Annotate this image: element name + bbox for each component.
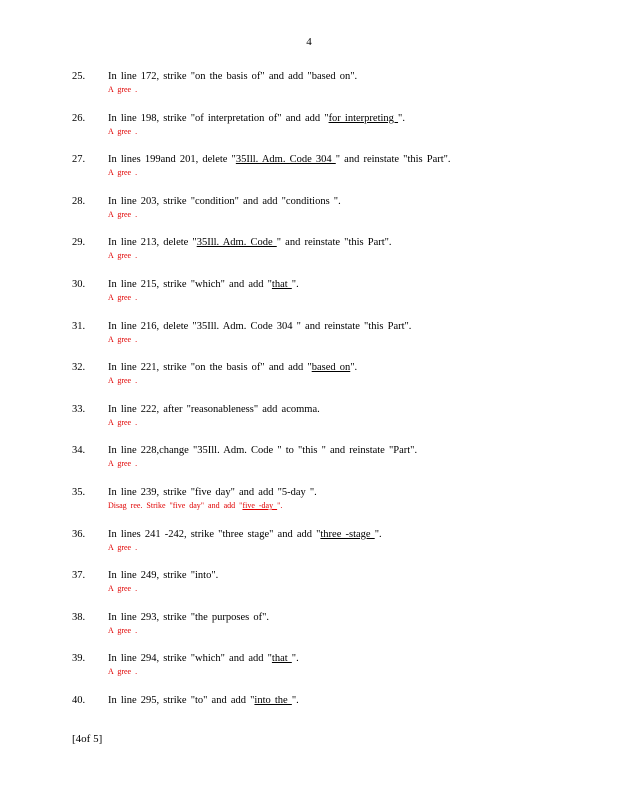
instruction-before: In lines 241 -242, strike "three stage" and add " <box>108 528 321 540</box>
response-before: A gree . <box>108 251 138 261</box>
instruction-underlined-text: that <box>271 653 292 665</box>
instruction-before: In line 222, after "reasonableness" add acomma. <box>108 403 320 415</box>
response-before: A gree . <box>108 85 138 94</box>
item-number: 33. <box>72 403 86 415</box>
item-number: 30. <box>72 278 86 290</box>
response-before: A gree . <box>108 417 138 427</box>
item-number: 27. <box>72 154 86 166</box>
amendment-list <box>0 70 618 736</box>
instruction-text <box>108 694 299 708</box>
instruction-after: " and reinstate "this Part". <box>276 237 392 249</box>
instruction-text <box>108 320 411 334</box>
page-footer: [4of 5] <box>72 733 103 745</box>
response-underlined-text: five -day <box>242 500 278 510</box>
instruction-before: In line 172, strike "on the basis of" and add "based on". <box>108 71 358 82</box>
instruction-text <box>108 569 218 583</box>
item-number: 40. <box>72 694 86 706</box>
response-text <box>108 167 137 179</box>
instruction-before: In line 216, delete "35Ill. Adm. Code 304 " and reinstate "this Part". <box>108 320 412 332</box>
instruction-before: In line 213, delete " <box>108 237 197 249</box>
amendment-item <box>0 153 618 195</box>
response-text <box>108 375 137 387</box>
response-before: A gree . <box>108 209 138 219</box>
item-number: 28. <box>72 195 86 207</box>
instruction-before: In line 215, strike "which" and add " <box>108 278 272 290</box>
response-before: A gree . <box>108 168 138 178</box>
response-before: Disag ree. Strike "five day" and add " <box>108 500 243 510</box>
page-number: 4 <box>306 36 312 48</box>
response-text <box>108 500 282 512</box>
instruction-after: ". <box>350 362 358 374</box>
item-number: 26. <box>72 112 86 124</box>
response-text <box>108 417 137 429</box>
amendment-item <box>0 236 618 278</box>
amendment-item <box>0 70 618 112</box>
instruction-underlined-text: for interpreting <box>328 112 399 124</box>
instruction-underlined-text: 35Ill. Adm. Code 304 <box>235 154 336 166</box>
instruction-underlined-text: three -stage <box>320 528 375 540</box>
response-before: A gree . <box>108 292 138 302</box>
response-before: A gree . <box>108 625 138 635</box>
instruction-before: In line 293, strike "the purposes of". <box>108 611 270 623</box>
response-text <box>108 458 137 470</box>
instruction-text <box>108 70 357 84</box>
item-number: 37. <box>72 570 86 582</box>
response-text <box>108 542 137 554</box>
instruction-underlined-text: based on <box>311 362 351 374</box>
instruction-text <box>108 361 357 375</box>
item-number: 35. <box>72 486 86 498</box>
amendment-item <box>0 611 618 653</box>
item-number: 39. <box>72 653 86 665</box>
item-number: 32. <box>72 362 86 374</box>
amendment-item <box>0 652 618 694</box>
instruction-before: In line 294, strike "which" and add " <box>108 653 272 665</box>
response-before: A gree . <box>108 376 138 386</box>
instruction-before: In line 228,change "35Ill. Adm. Code " to "this " and reinstate "Part". <box>108 445 418 457</box>
instruction-before: In line 221, strike "on the basis of" and add " <box>108 362 312 374</box>
amendment-item <box>0 569 618 611</box>
amendment-item <box>0 486 618 528</box>
instruction-text <box>108 278 299 292</box>
instruction-underlined-text: 35Ill. Adm. Code <box>196 237 277 249</box>
amendment-item <box>0 320 618 362</box>
instruction-before: In line 249, strike "into". <box>108 570 219 582</box>
instruction-after: ". <box>374 528 382 540</box>
instruction-text <box>108 486 317 500</box>
instruction-after: ". <box>291 653 299 665</box>
amendment-item <box>0 195 618 237</box>
response-text <box>108 583 137 595</box>
amendment-item <box>0 444 618 486</box>
item-number: 25. <box>72 71 86 82</box>
response-text <box>108 334 137 346</box>
instruction-after: " and reinstate "this Part". <box>335 154 451 166</box>
amendment-item <box>0 694 618 736</box>
amendment-item <box>0 403 618 445</box>
instruction-before: In line 198, strike "of interpretation of" and add " <box>108 112 329 124</box>
response-before: A gree . <box>108 667 138 677</box>
instruction-after: ". <box>291 278 299 290</box>
instruction-text <box>108 195 341 209</box>
instruction-text <box>108 528 382 542</box>
response-before: A gree . <box>108 584 138 594</box>
instruction-text <box>108 153 451 167</box>
item-number: 31. <box>72 320 86 332</box>
instruction-before: In line 295, strike "to" and add " <box>108 694 255 706</box>
instruction-text <box>108 403 320 417</box>
amendment-item <box>0 528 618 570</box>
response-text <box>108 209 137 221</box>
response-before: A gree . <box>108 126 138 136</box>
item-number: 34. <box>72 445 86 457</box>
instruction-underlined-text: that <box>271 278 292 290</box>
amendment-item <box>0 278 618 320</box>
response-before: A gree . <box>108 542 138 552</box>
instruction-underlined-text: into the <box>254 694 292 706</box>
response-text <box>108 625 137 637</box>
instruction-text <box>108 611 269 625</box>
instruction-after: ". <box>291 694 299 706</box>
instruction-text <box>108 444 417 458</box>
response-text <box>108 292 137 304</box>
instruction-text <box>108 236 392 250</box>
item-number: 38. <box>72 611 86 623</box>
response-before: A gree . <box>108 334 138 344</box>
instruction-before: In line 203, strike "condition" and add "conditions ". <box>108 195 341 207</box>
item-number: 36. <box>72 528 86 540</box>
response-text <box>108 666 137 678</box>
amendment-item <box>0 112 618 154</box>
response-before: A gree . <box>108 459 138 469</box>
instruction-text <box>108 652 299 666</box>
response-text <box>108 250 137 262</box>
item-number: 29. <box>72 237 86 249</box>
instruction-text <box>108 112 405 126</box>
response-after: ". <box>277 500 283 510</box>
instruction-after: ". <box>398 112 405 124</box>
response-text <box>108 84 137 96</box>
response-text <box>108 126 137 138</box>
instruction-before: In line 239, strike "five day" and add "5-day ". <box>108 486 317 498</box>
amendment-item <box>0 361 618 403</box>
instruction-before: In lines 199and 201, delete " <box>108 154 236 166</box>
